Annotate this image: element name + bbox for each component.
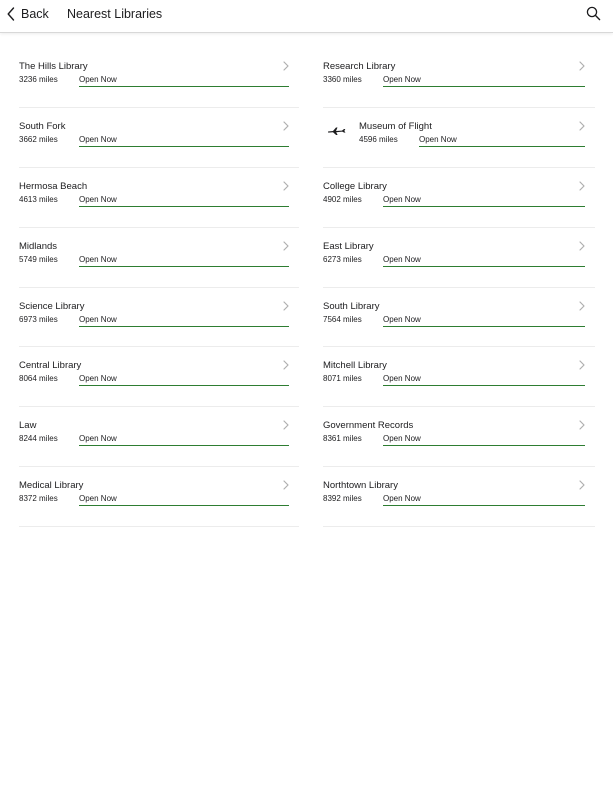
library-status: Open Now bbox=[79, 494, 289, 506]
library-status: Open Now bbox=[79, 75, 289, 87]
search-button[interactable] bbox=[586, 6, 601, 26]
library-distance: 8392 miles bbox=[323, 494, 362, 504]
library-distance: 3662 miles bbox=[19, 134, 58, 144]
library-name: East Library bbox=[323, 240, 374, 252]
chevron-right-icon bbox=[579, 301, 585, 311]
library-list-item[interactable] bbox=[19, 288, 299, 348]
library-list-item[interactable] bbox=[19, 108, 299, 168]
chevron-right-icon bbox=[283, 301, 289, 311]
library-distance: 6973 miles bbox=[19, 314, 58, 324]
chevron-right-icon bbox=[579, 61, 585, 71]
library-name: Law bbox=[19, 420, 37, 432]
library-status: Open Now bbox=[383, 494, 585, 506]
library-name: Government Records bbox=[323, 420, 414, 432]
library-distance: 4613 miles bbox=[19, 194, 58, 204]
library-list-item[interactable] bbox=[323, 347, 595, 407]
library-status: Open Now bbox=[383, 434, 585, 446]
library-status: Open Now bbox=[79, 315, 289, 327]
chevron-right-icon bbox=[579, 420, 585, 430]
chevron-right-icon bbox=[579, 480, 585, 490]
page-title: Nearest Libraries bbox=[67, 7, 163, 21]
library-distance: 4902 miles bbox=[323, 194, 362, 204]
library-status: Open Now bbox=[383, 255, 585, 267]
library-name: Research Library bbox=[323, 61, 396, 72]
library-column-right bbox=[323, 48, 595, 527]
library-name: South Fork bbox=[19, 120, 66, 132]
chevron-right-icon bbox=[283, 360, 289, 370]
library-status: Open Now bbox=[383, 315, 585, 327]
library-distance: 7564 miles bbox=[323, 314, 362, 324]
library-status: Open Now bbox=[79, 195, 289, 207]
library-name: Museum of Flight bbox=[359, 120, 432, 132]
library-distance: 3236 miles bbox=[19, 75, 58, 84]
library-list-item[interactable] bbox=[323, 108, 595, 168]
library-name: Medical Library bbox=[19, 480, 84, 492]
library-status: Open Now bbox=[383, 75, 585, 87]
library-list-item[interactable] bbox=[323, 168, 595, 228]
chevron-right-icon bbox=[283, 241, 289, 251]
library-list-item[interactable] bbox=[323, 467, 595, 527]
library-list-item[interactable] bbox=[323, 288, 595, 348]
chevron-right-icon bbox=[283, 181, 289, 191]
chevron-right-icon bbox=[579, 241, 585, 251]
back-button[interactable] bbox=[7, 5, 49, 23]
library-distance: 8071 miles bbox=[323, 374, 362, 384]
library-status: Open Now bbox=[419, 135, 585, 147]
chevron-right-icon bbox=[283, 121, 289, 131]
library-name: Midlands bbox=[19, 240, 58, 252]
library-name: The Hills Library bbox=[19, 61, 88, 72]
back-label: Back bbox=[21, 7, 49, 21]
chevron-right-icon bbox=[579, 181, 585, 191]
library-status: Open Now bbox=[383, 195, 585, 207]
library-name: Central Library bbox=[19, 360, 82, 372]
library-name: Hermosa Beach bbox=[19, 180, 88, 192]
library-status: Open Now bbox=[79, 255, 289, 267]
library-list-item[interactable] bbox=[323, 48, 595, 108]
library-column-left bbox=[19, 48, 299, 527]
chevron-right-icon bbox=[579, 121, 585, 131]
library-list-item[interactable] bbox=[323, 407, 595, 467]
chevron-right-icon bbox=[579, 360, 585, 370]
library-distance: 8244 miles bbox=[19, 434, 58, 444]
library-list-item[interactable] bbox=[19, 407, 299, 467]
library-list-item[interactable] bbox=[19, 228, 299, 288]
airplane-icon bbox=[327, 126, 347, 136]
navigation-bar bbox=[0, 0, 613, 33]
library-list-item[interactable] bbox=[19, 48, 299, 108]
library-list-item[interactable] bbox=[323, 228, 595, 288]
library-list-item[interactable] bbox=[19, 467, 299, 527]
library-status: Open Now bbox=[79, 374, 289, 386]
library-list-item[interactable] bbox=[19, 347, 299, 407]
library-distance: 5749 miles bbox=[19, 254, 58, 264]
library-name: South Library bbox=[323, 300, 380, 312]
library-distance: 4596 miles bbox=[359, 134, 398, 144]
row-divider bbox=[19, 526, 299, 527]
library-distance: 3360 miles bbox=[323, 75, 362, 84]
library-name: Science Library bbox=[19, 300, 85, 312]
library-list-item[interactable] bbox=[19, 168, 299, 228]
library-name: College Library bbox=[323, 180, 387, 192]
library-distance: 8064 miles bbox=[19, 374, 58, 384]
library-distance: 8372 miles bbox=[19, 494, 58, 504]
library-distance: 8361 miles bbox=[323, 434, 362, 444]
chevron-left-icon bbox=[7, 7, 15, 21]
library-name: Northtown Library bbox=[323, 480, 398, 492]
library-status: Open Now bbox=[383, 374, 585, 386]
chevron-right-icon bbox=[283, 420, 289, 430]
library-status: Open Now bbox=[79, 434, 289, 446]
library-distance: 6273 miles bbox=[323, 254, 362, 264]
search-icon bbox=[586, 6, 601, 21]
chevron-right-icon bbox=[283, 61, 289, 71]
library-name: Mitchell Library bbox=[323, 360, 387, 372]
library-status: Open Now bbox=[79, 135, 289, 147]
row-divider bbox=[323, 526, 595, 527]
chevron-right-icon bbox=[283, 480, 289, 490]
